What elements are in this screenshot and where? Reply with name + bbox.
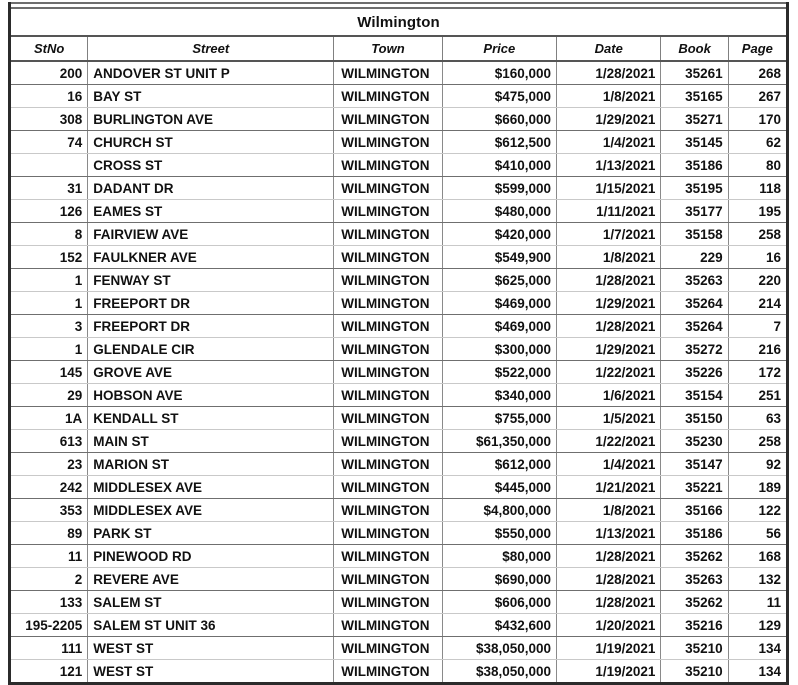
cell-price[interactable]: $550,000 (442, 522, 556, 545)
cell-stno[interactable]: 126 (10, 200, 88, 223)
table-row[interactable] (10, 361, 788, 384)
cell-price[interactable]: $599,000 (442, 177, 556, 200)
cell-page[interactable]: 56 (728, 522, 787, 545)
cell-price[interactable]: $625,000 (442, 269, 556, 292)
cell-stno[interactable]: 613 (10, 430, 88, 453)
cell-date[interactable]: 1/15/2021 (557, 177, 661, 200)
table-row[interactable] (10, 568, 788, 591)
cell-price[interactable]: $432,600 (442, 614, 556, 637)
cell-book[interactable]: 35186 (661, 154, 728, 177)
cell-price[interactable]: $690,000 (442, 568, 556, 591)
cell-stno[interactable]: 1 (10, 338, 88, 361)
table-row[interactable] (10, 407, 788, 430)
cell-book[interactable]: 35177 (661, 200, 728, 223)
cell-stno[interactable]: 242 (10, 476, 88, 499)
cell-town[interactable]: WILMINGTON (334, 499, 442, 522)
cell-stno[interactable]: 16 (10, 85, 88, 108)
table-row[interactable] (10, 269, 788, 292)
cell-street[interactable]: CROSS ST (88, 154, 334, 177)
cell-town[interactable]: WILMINGTON (334, 591, 442, 614)
property-sales-table (8, 2, 789, 685)
column-header-book[interactable]: Book (661, 36, 728, 61)
table-header-row (10, 36, 788, 61)
cell-price[interactable]: $755,000 (442, 407, 556, 430)
cell-book[interactable]: 35145 (661, 131, 728, 154)
cell-stno[interactable]: 308 (10, 108, 88, 131)
table-row[interactable] (10, 154, 788, 177)
cell-page[interactable]: 7 (728, 315, 787, 338)
page-title: Wilmington (10, 8, 788, 36)
cell-page[interactable]: 134 (758, 663, 781, 679)
spreadsheet-sheet (8, 2, 789, 685)
cell-stno[interactable]: 133 (10, 591, 88, 614)
cell-stno[interactable] (10, 154, 88, 177)
cell-stno[interactable]: 121 (10, 660, 88, 684)
cell-page[interactable]: 168 (728, 545, 787, 568)
cell-date[interactable]: 1/28/2021 (557, 591, 661, 614)
cell-book[interactable]: 35263 (661, 568, 728, 591)
cell-date[interactable]: 1/29/2021 (557, 338, 661, 361)
cell-stno[interactable]: 89 (10, 522, 88, 545)
cell-street[interactable]: MAIN ST (88, 430, 334, 453)
table-row[interactable] (10, 292, 788, 315)
cell-book[interactable]: 35210 (661, 637, 728, 660)
cell-street[interactable]: GLENDALE CIR (88, 338, 334, 361)
cell-street[interactable]: FAULKNER AVE (88, 246, 334, 269)
cell-street[interactable]: HOBSON AVE (88, 384, 334, 407)
cell-page[interactable]: 258 (728, 223, 787, 246)
cell-price[interactable]: $160,000 (442, 61, 556, 85)
cell-page[interactable]: 132 (728, 568, 787, 591)
cell-price[interactable]: $469,000 (442, 292, 556, 315)
table-row[interactable] (10, 591, 788, 614)
cell-date[interactable]: 1/11/2021 (557, 200, 661, 223)
cell-price[interactable]: $606,000 (442, 591, 556, 614)
cell-date[interactable]: 1/19/2021 (557, 660, 661, 684)
cell-date[interactable]: 1/28/2021 (557, 315, 661, 338)
table-row[interactable] (10, 223, 788, 246)
cell-town[interactable]: WILMINGTON (334, 660, 442, 684)
cell-price[interactable]: $480,000 (442, 200, 556, 223)
cell-page[interactable]: 172 (728, 361, 787, 384)
cell-price[interactable]: $38,050,000 (442, 637, 556, 660)
cell-page[interactable]: 216 (728, 338, 787, 361)
cell-street[interactable]: FREEPORT DR (88, 315, 334, 338)
cell-town[interactable]: WILMINGTON (334, 292, 442, 315)
cell-stno[interactable]: 1 (10, 269, 88, 292)
cell-town[interactable]: WILMINGTON (334, 637, 442, 660)
cell-stno[interactable]: 1A (10, 407, 88, 430)
table-row[interactable] (10, 499, 788, 522)
cell-town[interactable]: WILMINGTON (334, 361, 442, 384)
column-header-town[interactable]: Town (334, 36, 442, 61)
cell-street[interactable]: DADANT DR (88, 177, 334, 200)
cell-street[interactable]: FENWAY ST (88, 269, 334, 292)
table-row[interactable] (10, 522, 788, 545)
cell-stno[interactable]: 195-2205 (10, 614, 88, 637)
table-row[interactable] (10, 637, 788, 660)
cell-town[interactable]: WILMINGTON (334, 568, 442, 591)
cell-book[interactable]: 35261 (661, 61, 728, 85)
table-row[interactable] (10, 453, 788, 476)
cell-price[interactable]: $522,000 (442, 361, 556, 384)
cell-street[interactable]: GROVE AVE (88, 361, 334, 384)
cell-town[interactable]: WILMINGTON (334, 61, 442, 85)
cell-street[interactable]: MIDDLESEX AVE (88, 499, 334, 522)
cell-page[interactable]: 267 (728, 85, 787, 108)
cell-stno[interactable]: 2 (10, 568, 88, 591)
cell-page[interactable]: 118 (728, 177, 787, 200)
cell-date[interactable]: 1/6/2021 (557, 384, 661, 407)
cell-town[interactable]: WILMINGTON (334, 131, 442, 154)
cell-street[interactable]: SALEM ST (88, 591, 334, 614)
cell-date[interactable]: 1/29/2021 (557, 108, 661, 131)
cell-town[interactable]: WILMINGTON (334, 269, 442, 292)
cell-book[interactable]: 35154 (661, 384, 728, 407)
table-row[interactable] (10, 61, 788, 85)
cell-price[interactable]: $4,800,000 (442, 499, 556, 522)
table-row[interactable] (10, 476, 788, 499)
cell-stno[interactable]: 1 (10, 292, 88, 315)
cell-town[interactable]: WILMINGTON (334, 384, 442, 407)
cell-street[interactable]: KENDALL ST (88, 407, 334, 430)
table-row[interactable] (10, 315, 788, 338)
cell-price[interactable]: $300,000 (442, 338, 556, 361)
cell-price[interactable]: $469,000 (442, 315, 556, 338)
cell-date[interactable]: 1/5/2021 (557, 407, 661, 430)
table-row[interactable] (10, 338, 788, 361)
table-row[interactable] (10, 108, 788, 131)
cell-stno[interactable]: 145 (10, 361, 88, 384)
cell-page[interactable]: 220 (728, 269, 787, 292)
column-header-price[interactable]: Price (442, 36, 556, 61)
cell-date[interactable]: 1/13/2021 (557, 522, 661, 545)
cell-price[interactable]: $660,000 (442, 108, 556, 131)
cell-date[interactable]: 1/20/2021 (557, 614, 661, 637)
cell-book[interactable]: 35195 (661, 177, 728, 200)
cell-page[interactable]: 63 (728, 407, 787, 430)
cell-date[interactable]: 1/8/2021 (557, 246, 661, 269)
cell-book[interactable]: 229 (661, 246, 728, 269)
cell-price[interactable]: $612,000 (442, 453, 556, 476)
cell-street[interactable]: PARK ST (88, 522, 334, 545)
cell-page[interactable]: 170 (728, 108, 787, 131)
cell-price[interactable]: $80,000 (442, 545, 556, 568)
table-row[interactable] (10, 200, 788, 223)
table-row[interactable] (10, 246, 788, 269)
cell-town[interactable]: WILMINGTON (334, 522, 442, 545)
cell-town[interactable]: WILMINGTON (334, 407, 442, 430)
cell-price[interactable]: $549,900 (442, 246, 556, 269)
cell-price[interactable]: $61,350,000 (442, 430, 556, 453)
cell-town[interactable]: WILMINGTON (334, 614, 442, 637)
cell-street[interactable]: WEST ST (88, 637, 334, 660)
cell-street[interactable]: FREEPORT DR (88, 292, 334, 315)
cell-book[interactable]: 35186 (661, 522, 728, 545)
table-title-row (10, 8, 788, 36)
cell-street[interactable]: SALEM ST UNIT 36 (88, 614, 334, 637)
cell-page[interactable]: 80 (728, 154, 787, 177)
cell-town[interactable]: WILMINGTON (334, 154, 442, 177)
cell-stno[interactable]: 200 (10, 61, 88, 85)
cell-date[interactable]: 1/22/2021 (557, 430, 661, 453)
cell-town[interactable]: WILMINGTON (334, 453, 442, 476)
cell-date[interactable]: 1/19/2021 (557, 637, 661, 660)
cell-date[interactable]: 1/4/2021 (557, 453, 661, 476)
cell-book[interactable]: 35216 (661, 614, 728, 637)
cell-page[interactable]: 189 (728, 476, 787, 499)
cell-page[interactable]: 16 (728, 246, 787, 269)
cell-street[interactable]: WEST ST (88, 660, 334, 684)
cell-page[interactable]: 251 (728, 384, 787, 407)
table-row[interactable] (10, 660, 788, 684)
cell-price[interactable]: $340,000 (442, 384, 556, 407)
cell-stno[interactable]: 29 (10, 384, 88, 407)
cell-date[interactable]: 1/8/2021 (557, 499, 661, 522)
cell-street[interactable]: EAMES ST (88, 200, 334, 223)
cell-town[interactable]: WILMINGTON (334, 177, 442, 200)
cell-book[interactable]: 35271 (661, 108, 728, 131)
cell-book[interactable]: 35263 (661, 269, 728, 292)
cell-date[interactable]: 1/28/2021 (557, 568, 661, 591)
cell-book[interactable]: 35210 (661, 660, 728, 684)
cell-page[interactable]: 214 (728, 292, 787, 315)
cell-price[interactable]: $475,000 (442, 85, 556, 108)
cell-stno[interactable]: 11 (10, 545, 88, 568)
cell-street[interactable]: MARION ST (88, 453, 334, 476)
cell-stno[interactable]: 31 (10, 177, 88, 200)
cell-stno[interactable]: 111 (10, 637, 88, 660)
table-row[interactable] (10, 430, 788, 453)
cell-date[interactable]: 1/13/2021 (557, 154, 661, 177)
cell-price[interactable]: $410,000 (442, 154, 556, 177)
cell-price[interactable]: $420,000 (442, 223, 556, 246)
table-row[interactable] (10, 384, 788, 407)
cell-date[interactable]: 1/28/2021 (557, 61, 661, 85)
cell-book[interactable]: 35272 (661, 338, 728, 361)
cell-town[interactable]: WILMINGTON (334, 338, 442, 361)
cell-book[interactable]: 35150 (661, 407, 728, 430)
cell-street[interactable]: PINEWOOD RD (88, 545, 334, 568)
cell-book[interactable]: 35262 (661, 545, 728, 568)
cell-date[interactable]: 1/29/2021 (557, 292, 661, 315)
cell-date[interactable]: 1/4/2021 (557, 131, 661, 154)
column-header-date[interactable]: Date (557, 36, 661, 61)
cell-page[interactable]: 134 (728, 637, 787, 660)
cell-book[interactable]: 35226 (661, 361, 728, 384)
cell-street[interactable]: BURLINGTON AVE (88, 108, 334, 131)
cell-street[interactable]: FAIRVIEW AVE (88, 223, 334, 246)
cell-street[interactable]: ANDOVER ST UNIT P (88, 61, 334, 85)
cell-price[interactable]: $612,500 (442, 131, 556, 154)
cell-date[interactable]: 1/28/2021 (557, 269, 661, 292)
cell-book[interactable]: 35264 (661, 315, 728, 338)
cell-page[interactable]: 195 (728, 200, 787, 223)
cell-town[interactable]: WILMINGTON (334, 223, 442, 246)
table-row[interactable] (10, 614, 788, 637)
cell-price[interactable]: $445,000 (442, 476, 556, 499)
cell-page[interactable]: 268 (728, 61, 787, 85)
cell-date[interactable]: 1/21/2021 (557, 476, 661, 499)
column-header-page[interactable]: Page (728, 36, 787, 61)
cell-book[interactable]: 35165 (661, 85, 728, 108)
cell-stno[interactable]: 74 (10, 131, 88, 154)
cell-book[interactable]: 35147 (661, 453, 728, 476)
column-header-street[interactable]: Street (88, 36, 334, 61)
cell-stno[interactable]: 3 (10, 315, 88, 338)
cell-page[interactable]: 122 (728, 499, 787, 522)
cell-street[interactable]: BAY ST (88, 85, 334, 108)
cell-page[interactable]: 11 (728, 591, 787, 614)
cell-book[interactable]: 35158 (661, 223, 728, 246)
column-header-stno[interactable]: StNo (10, 36, 88, 61)
cell-date[interactable]: 1/7/2021 (557, 223, 661, 246)
cell-stno[interactable]: 152 (10, 246, 88, 269)
cell-town[interactable]: WILMINGTON (334, 246, 442, 269)
cell-stno[interactable]: 8 (10, 223, 88, 246)
cell-book[interactable]: 35262 (661, 591, 728, 614)
cell-street[interactable]: MIDDLESEX AVE (88, 476, 334, 499)
cell-stno[interactable]: 23 (10, 453, 88, 476)
cell-page[interactable]: 258 (728, 430, 787, 453)
cell-town[interactable]: WILMINGTON (334, 85, 442, 108)
cell-town[interactable]: WILMINGTON (334, 315, 442, 338)
cell-date[interactable]: 1/28/2021 (557, 545, 661, 568)
cell-town[interactable]: WILMINGTON (334, 545, 442, 568)
cell-street[interactable]: REVERE AVE (88, 568, 334, 591)
cell-town[interactable]: WILMINGTON (334, 430, 442, 453)
cell-page[interactable]: 129 (728, 614, 787, 637)
cell-book[interactable]: 35221 (661, 476, 728, 499)
cell-town[interactable]: WILMINGTON (334, 476, 442, 499)
cell-price[interactable]: $38,050,000 (442, 660, 556, 684)
table-row[interactable] (10, 131, 788, 154)
cell-town[interactable]: WILMINGTON (334, 200, 442, 223)
cell-page[interactable]: 92 (728, 453, 787, 476)
cell-book[interactable]: 35166 (661, 499, 728, 522)
table-row[interactable] (10, 85, 788, 108)
cell-book[interactable]: 35264 (661, 292, 728, 315)
cell-date[interactable]: 1/8/2021 (557, 85, 661, 108)
table-row[interactable] (10, 545, 788, 568)
table-row[interactable] (10, 177, 788, 200)
cell-date[interactable]: 1/22/2021 (557, 361, 661, 384)
cell-stno[interactable]: 353 (10, 499, 88, 522)
cell-street[interactable]: CHURCH ST (88, 131, 334, 154)
cell-page[interactable]: 62 (728, 131, 787, 154)
cell-town[interactable]: WILMINGTON (334, 108, 442, 131)
cell-book[interactable]: 35230 (661, 430, 728, 453)
